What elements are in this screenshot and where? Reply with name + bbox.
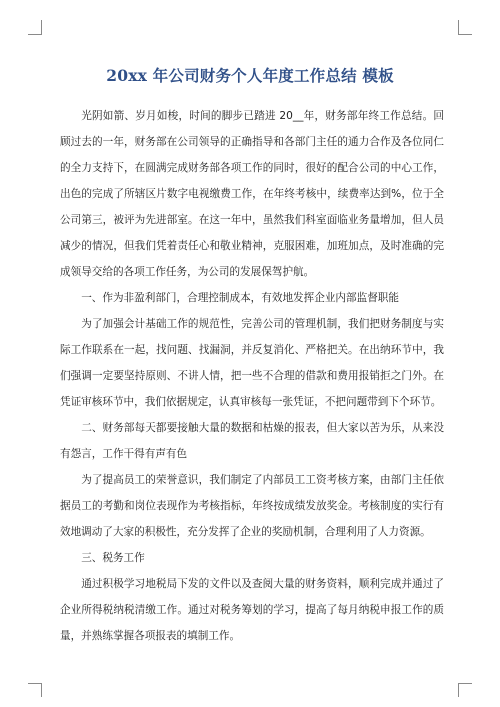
section-heading-1: 一、作为非盈利部门，合理控制成本，有效地发挥企业内部监督职能: [81, 292, 399, 304]
document-title: 20xx 年公司财务个人年度工作总结 模板: [106, 66, 394, 85]
paragraph-tax: 通过积极学习地税局下发的文件以及查阅大量的财务资料，顺利完成并通过了企业所得税纳税清缴工作。通过对税务筹划的学习，提高了每月纳税申报工作的质量，并熟练掌握各项报表的填制工作。: [60, 578, 444, 642]
paragraph-cost-control: 为了加强会计基础工作的规范性，完善公司的管理机制，我们把财务制度与实际工作联系在一起，找问题、找漏洞，并反复消化、严格把关。在出纳环节中，我们强调一定要坚持原则、不讲人情，把一些不合理的借款和费用报销拒之门外。在凭证审核环节中，我们依据规定，认真审核每一张凭证，不把问题带到下个环节。: [60, 318, 444, 408]
document-body: [60, 103, 444, 649]
paragraph-intro: 光阴如箭、岁月如梭，时间的脚步已踏进 20__年，财务部年终工作总结。回顾过去的一年，财务部在公司领导的正确指导和各部门主任的通力合作及各位同仁的全力支持下，在圆满完成财务部各项工作的同时，很好的配合公司的中心工作，出色的完成了所辖区片数字电视缴费工作，在年终考核中，续费率达到%，位于全公司第三，被评为先进部室。在这一年中，虽然我们科室面临业务量增加，但人员减少的情况，但我们凭着责任心和敬业精神，克服困难，加班加点，及时准确的完成领导交给的各项工作任务，为公司的发展保驾护航。: [60, 110, 444, 278]
section-heading-2: 二、财务部每天都要接触大量的数据和枯燥的报表，但大家以苦为乐，从来没有怨言，工作干得有声有色: [60, 422, 444, 460]
section-heading-3: 三、税务工作: [81, 552, 145, 564]
paragraph-incentive: 为了提高员工的荣誉意识，我们制定了内部员工工资考核方案，由部门主任依据员工的考勤和岗位表现作为考核指标，年终按成绩发放奖金。考核制度的实行有效地调动了大家的积极性，充分发挥了企业的奖励机制，合理利用了人力资源。: [60, 474, 444, 538]
